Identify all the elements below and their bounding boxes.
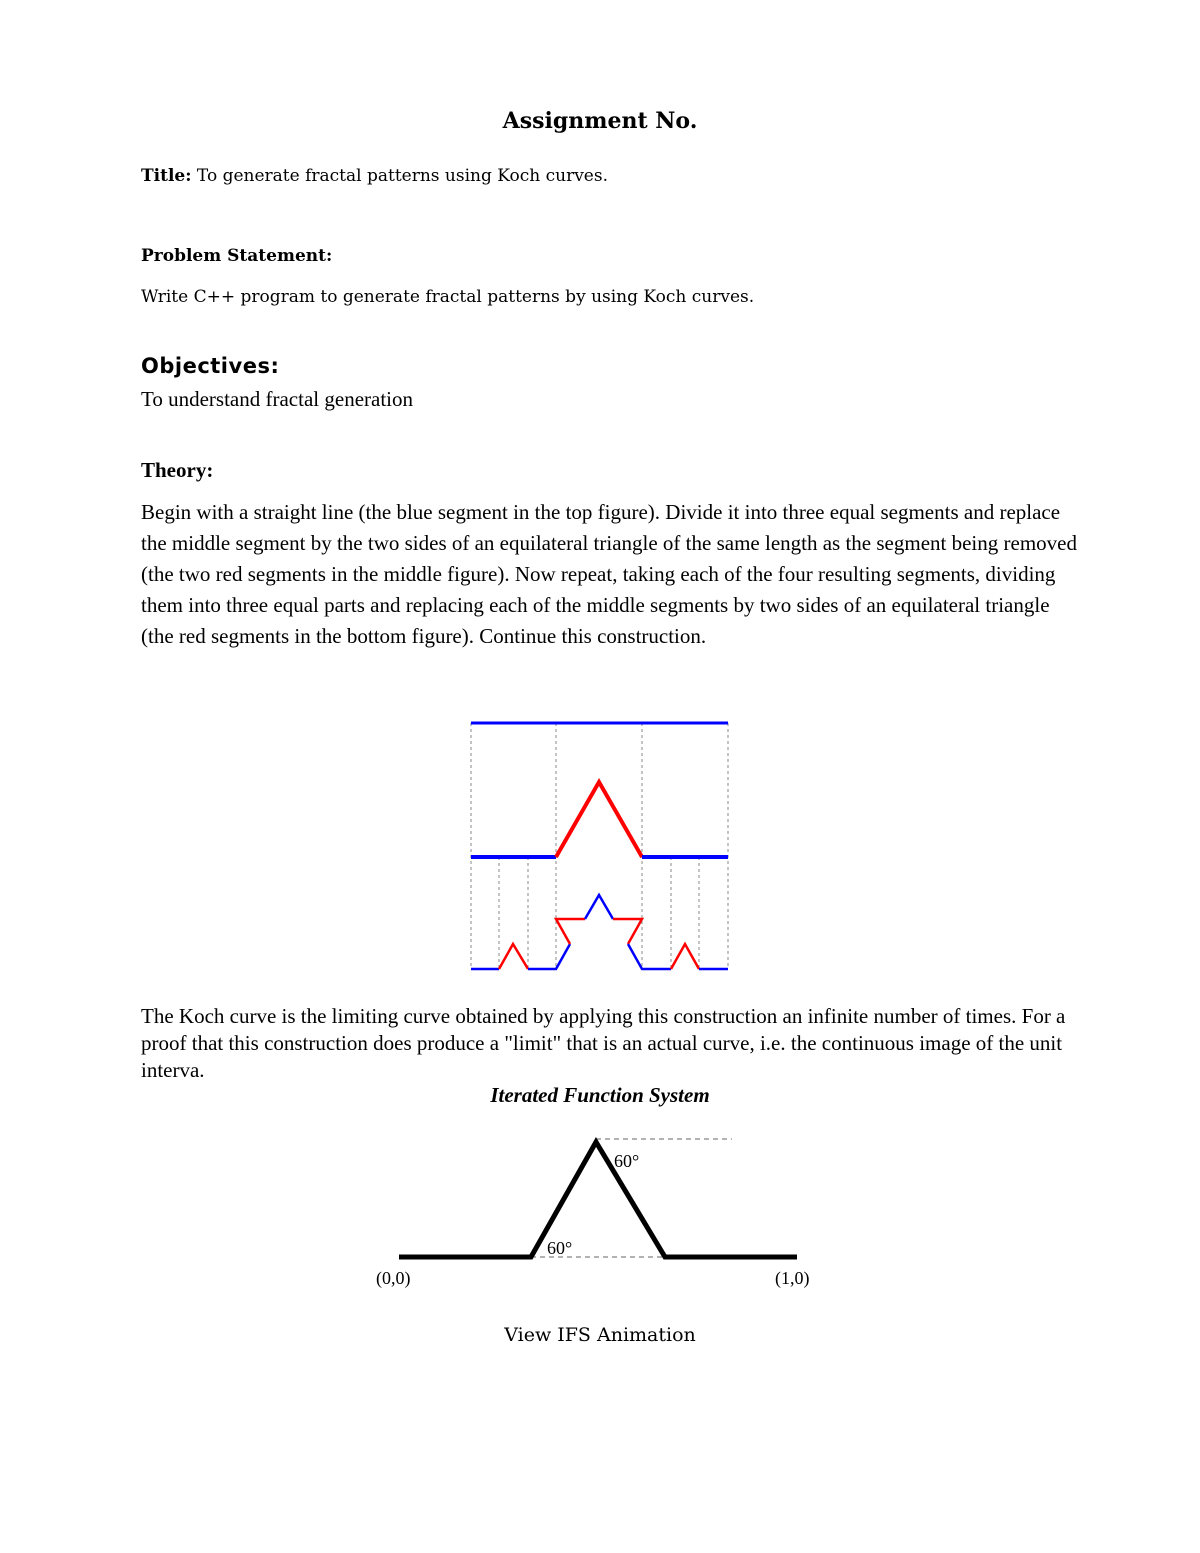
second-iteration xyxy=(471,895,728,969)
angle-top-label: 60° xyxy=(614,1151,640,1171)
koch-construction-figure xyxy=(465,715,735,975)
end-label: (1,0) xyxy=(775,1268,810,1288)
title-line xyxy=(141,166,608,186)
problem-statement-text: Write C++ program to generate fractal patterns by using Koch curves. xyxy=(141,287,755,307)
objectives-heading: Objectives: xyxy=(141,354,280,378)
title-label: Title: xyxy=(141,166,192,186)
theory-heading: Theory: xyxy=(141,458,214,482)
first-iteration xyxy=(471,782,728,857)
page-title: Assignment No. xyxy=(502,108,698,134)
ifs-generator-curve xyxy=(399,1142,797,1257)
koch-curve-paragraph: The Koch curve is the limiting curve obtained by applying this construction an infinite number of times. For a proof that this construction does produce a "limit" that is an actual curve, i.e. the continuous image of the unit interva. xyxy=(141,1004,1066,1082)
problem-statement-heading: Problem Statement: xyxy=(141,246,333,266)
view-ifs-animation-link[interactable]: View IFS Animation xyxy=(504,1324,696,1346)
ifs-figure xyxy=(376,1130,830,1290)
angle-bottom-label: 60° xyxy=(547,1238,573,1258)
origin-label: (0,0) xyxy=(376,1268,411,1288)
objectives-text: To understand fractal generation xyxy=(141,387,413,411)
title-text: To generate fractal patterns using Koch curves. xyxy=(191,166,608,186)
guide-lines xyxy=(471,723,728,969)
theory-paragraph: Begin with a straight line (the blue segment in the top figure). Divide it into three equal segments and replace the middle segment by the two sides of an equilateral triangle of the same length as the segment being removed (the two red segments in the middle figure). Now repeat, taking each of the four resulting segments, dividing them into three equal parts and replacing each of the middle segments by two sides of an equilateral triangle (the red segments in the bottom figure). Continue this construction. xyxy=(141,500,1077,648)
ifs-title: Iterated Function System xyxy=(490,1083,710,1107)
